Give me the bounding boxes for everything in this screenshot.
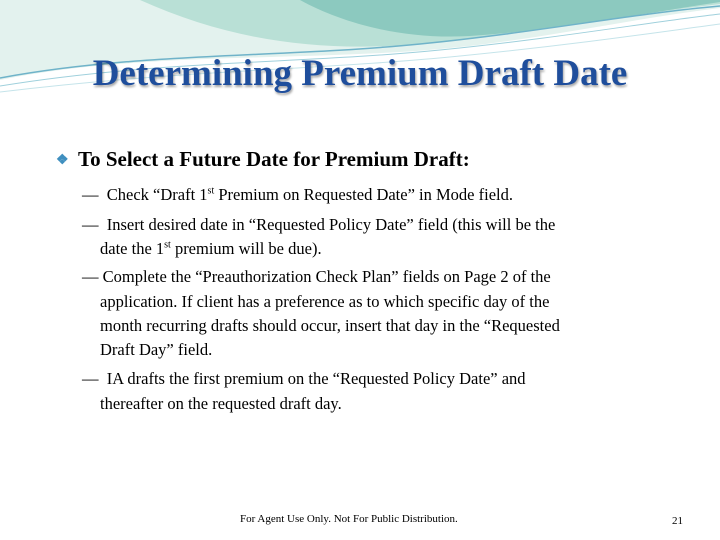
- list-item-text: Check “Draft 1: [106, 185, 208, 204]
- superscript: st: [164, 239, 171, 251]
- superscript: st: [207, 185, 215, 197]
- slide-title: Determining Premium Draft Date: [92, 53, 628, 94]
- section-heading: [56, 147, 470, 172]
- list-item-text: Insert desired date in “Requested Policy Date” field (this will be the: [106, 215, 556, 234]
- list-item-text: Complete the “Preauthorization Check Plan” fields on Page 2 of the: [102, 267, 551, 286]
- footer-disclaimer: For Agent Use Only. Not For Public Distribution.: [240, 513, 458, 525]
- list-item: [82, 185, 513, 205]
- list-item-continuation: application. If client has a preference as to which specific day of the: [100, 292, 550, 311]
- list-item: [82, 215, 555, 235]
- list-item-continuation: [100, 239, 322, 259]
- list-item-continuation: Draft Day” field.: [100, 340, 213, 359]
- bullet-icon: ❖: [56, 153, 69, 168]
- list-item: [82, 267, 551, 287]
- dash: —: [82, 267, 99, 286]
- section-heading-text: To Select a Future Date for Premium Draft:: [78, 147, 470, 171]
- dash: —: [82, 215, 99, 234]
- list-item-continuation: thereafter on the requested draft day.: [100, 394, 342, 413]
- list-item-text: premium will be due).: [170, 239, 322, 258]
- list-item-text: Premium on Requested Date” in Mode field.: [214, 185, 513, 204]
- page-number: 21: [672, 515, 683, 527]
- list-item-continuation: month recurring drafts should occur, insert that day in the “Requested: [100, 316, 560, 335]
- list-item-text: IA drafts the first premium on the “Requested Policy Date” and: [106, 369, 526, 388]
- dash: —: [82, 185, 99, 204]
- list-item: [82, 369, 526, 389]
- dash: —: [82, 369, 99, 388]
- list-item-text: date the 1: [100, 239, 165, 258]
